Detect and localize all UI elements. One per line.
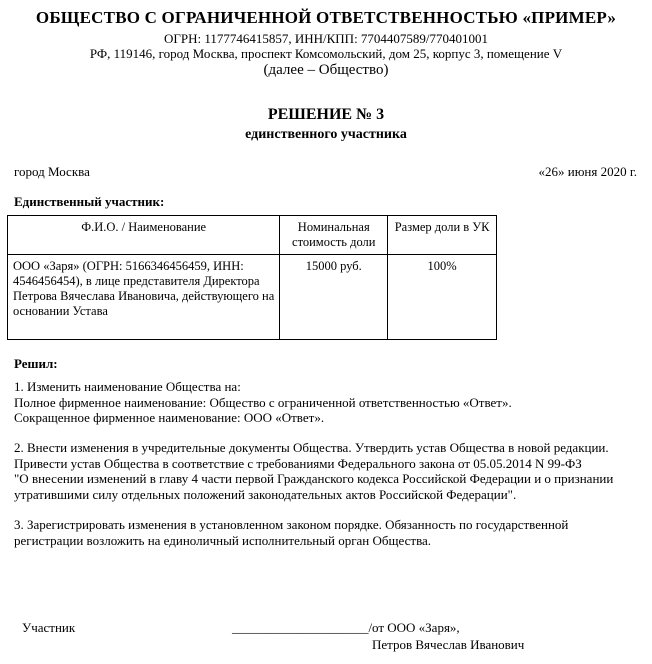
column-header-share: Размер доли в УК	[388, 216, 497, 255]
city: город Москва	[14, 164, 90, 179]
share-cell: 100%	[388, 255, 497, 340]
signer-name: Петров Вячеслав Иванович	[372, 637, 525, 652]
resolution-item-3-line-2: регистрации возложить на единоличный исполнительный орган Общества.	[14, 532, 432, 548]
resolution-heading: Решил:	[14, 356, 58, 371]
participant-heading: Единственный участник:	[14, 194, 165, 209]
signature-label: Участник	[22, 620, 76, 635]
resolution-item-2-line-4: утратившими силу отдельных положений законодательных актов Российской Федерации".	[14, 486, 517, 502]
resolution-item-3-line-1: 3. Зарегистрировать изменения в установленном законом порядке. Обязанность по государственной	[14, 517, 569, 532]
registration-numbers: ОГРН: 1177746415857, ИНН/КПП: 7704407589/770401001	[163, 31, 489, 46]
signature-line: _____________________/	[232, 620, 373, 635]
resolution-item-2-line-2: Привести устав Общества в соответствие с требованиями Федерального закона от 05.05.2014 N 99-ФЗ	[14, 455, 582, 471]
table-header-row	[8, 216, 497, 255]
decision-date: «26» июня 2020 г.	[538, 164, 637, 179]
resolution-item-1-line-1: 1. Изменить наименование Общества на:	[14, 379, 241, 394]
participants-table	[7, 215, 497, 340]
resolution-item-2-line-3: "О внесении изменений в главу 4 части первой Гражданского кодекса Российской Федерации и о признании	[14, 471, 614, 486]
resolution-item-1-line-2: Полное фирменное наименование: Общество с ограниченной ответственностью «Ответ».	[14, 394, 512, 410]
participant-name-cell: ООО «Заря» (ОГРН: 5166346456459, ИНН: 4546456454), в лице представителя Директора Петрова Вячеслава Ивановича, действующего на основании Устава	[8, 255, 280, 340]
decision-subtitle: единственного участника	[245, 127, 407, 142]
signature-from: от ООО «Заря»,	[372, 620, 460, 635]
organization-address: РФ, 119146, город Москва, проспект Комсомольский, дом 25, корпус 3, помещение V	[89, 46, 563, 61]
column-header-name: Ф.И.О. / Наименование	[8, 216, 280, 255]
table-row	[8, 255, 497, 340]
organization-name: ОБЩЕСТВО С ОГРАНИЧЕННОЙ ОТВЕТСТВЕННОСТЬЮ «ПРИМЕР»	[35, 8, 617, 27]
hereinafter-note: (далее – Общество)	[263, 62, 389, 78]
resolution-item-2-line-1: 2. Внести изменения в учредительные документы Общества. Утвердить устав Общества в новой редакции.	[14, 440, 609, 455]
resolution-item-1-line-3: Сокращенное фирменное наименование: ООО «Ответ».	[14, 410, 325, 425]
column-header-nominal-value: Номинальная стоимость доли	[280, 216, 388, 255]
decision-title: РЕШЕНИЕ № 3	[267, 106, 385, 123]
nominal-value-cell: 15000 руб.	[280, 255, 388, 340]
